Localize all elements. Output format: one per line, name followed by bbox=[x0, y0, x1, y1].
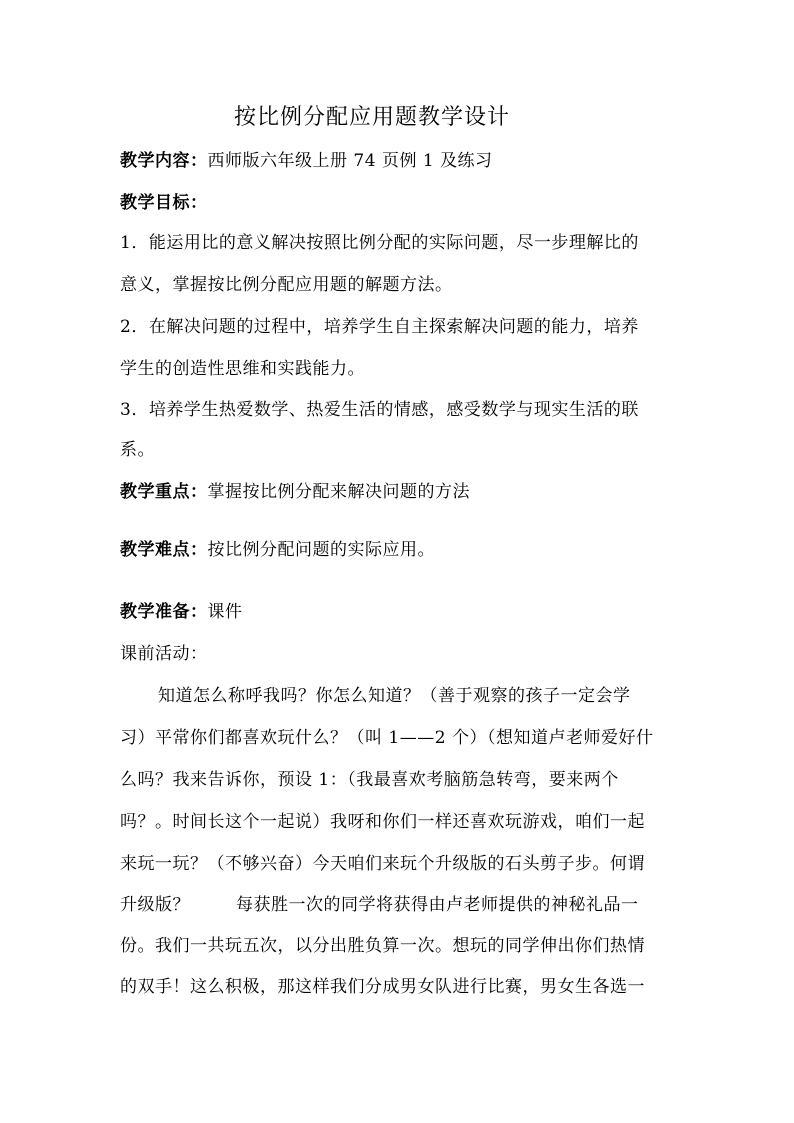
teaching-goals-label: 教学目标： bbox=[120, 193, 208, 213]
difficulty-value: 按比例分配问题的实际应用。 bbox=[207, 540, 435, 560]
pre-class-line-start bbox=[120, 891, 680, 919]
teaching-content-label: 教学内容： bbox=[120, 151, 208, 171]
key-point-value: 掌握按比例分配来解决问题的方法 bbox=[207, 482, 470, 502]
pre-class-heading: 课前活动： bbox=[120, 644, 208, 664]
teaching-goals-heading bbox=[120, 189, 680, 217]
document-title: 按比例分配应用题教学设计 bbox=[233, 105, 510, 130]
preparation-line bbox=[120, 598, 680, 626]
difficulty-line bbox=[120, 536, 680, 564]
pre-class-line: 习）平常你们都喜欢玩什么？（叫 1——2 个）（想知道卢老师爱好什 bbox=[120, 728, 654, 748]
goal-line: 2．在解决问题的过程中，培养学生自主探索解决问题的能力，培养 bbox=[120, 317, 639, 337]
pre-class-line: 么吗？我来告诉你，预设 1：（我最喜欢考脑筋急转弯，要来两个 bbox=[120, 770, 619, 790]
key-point-label: 教学重点： bbox=[120, 482, 208, 502]
pre-class-line: 的双手！这么积极，那这样我们分成男女队进行比赛，男女生各选一 bbox=[120, 977, 645, 997]
preparation-value: 课件 bbox=[207, 602, 243, 622]
goal-line: 系。 bbox=[120, 440, 155, 460]
difficulty-label: 教学难点： bbox=[120, 540, 208, 560]
key-point-line bbox=[120, 478, 680, 506]
goal-line: 意义，掌握按比例分配应用题的解题方法。 bbox=[120, 275, 453, 295]
pre-class-line-part: 每获胜一次的同学将获得由卢老师提供的神秘礼品一 bbox=[236, 895, 639, 915]
preparation-label: 教学准备： bbox=[120, 602, 208, 622]
pre-class-line: 知道怎么称呼我吗？你怎么知道？（善于观察的孩子一定会学 bbox=[158, 686, 631, 706]
goal-line: 学生的创造性思维和实践能力。 bbox=[120, 359, 365, 379]
pre-class-line: 份。我们一共玩五次，以分出胜负算一次。想玩的同学伸出你们热情 bbox=[120, 936, 645, 956]
pre-class-line-part: 升级版？ bbox=[120, 895, 190, 915]
teaching-content-value: 西师版六年级上册 74 页例 1 及练习 bbox=[207, 151, 493, 171]
pre-class-line: 来玩一玩？（不够兴奋）今天咱们来玩个升级版的石头剪子步。何谓 bbox=[120, 854, 645, 874]
pre-class-line: 吗？。时间长这个一起说）我呀和你们一样还喜欢玩游戏，咱们一起 bbox=[120, 812, 645, 832]
goal-line: 3．培养学生热爱数学、热爱生活的情感，感受数学与现实生活的联 bbox=[120, 400, 639, 420]
goal-line: 1．能运用比的意义解决按照比例分配的实际问题，尽一步理解比的 bbox=[120, 233, 639, 253]
teaching-content-line bbox=[120, 147, 680, 175]
